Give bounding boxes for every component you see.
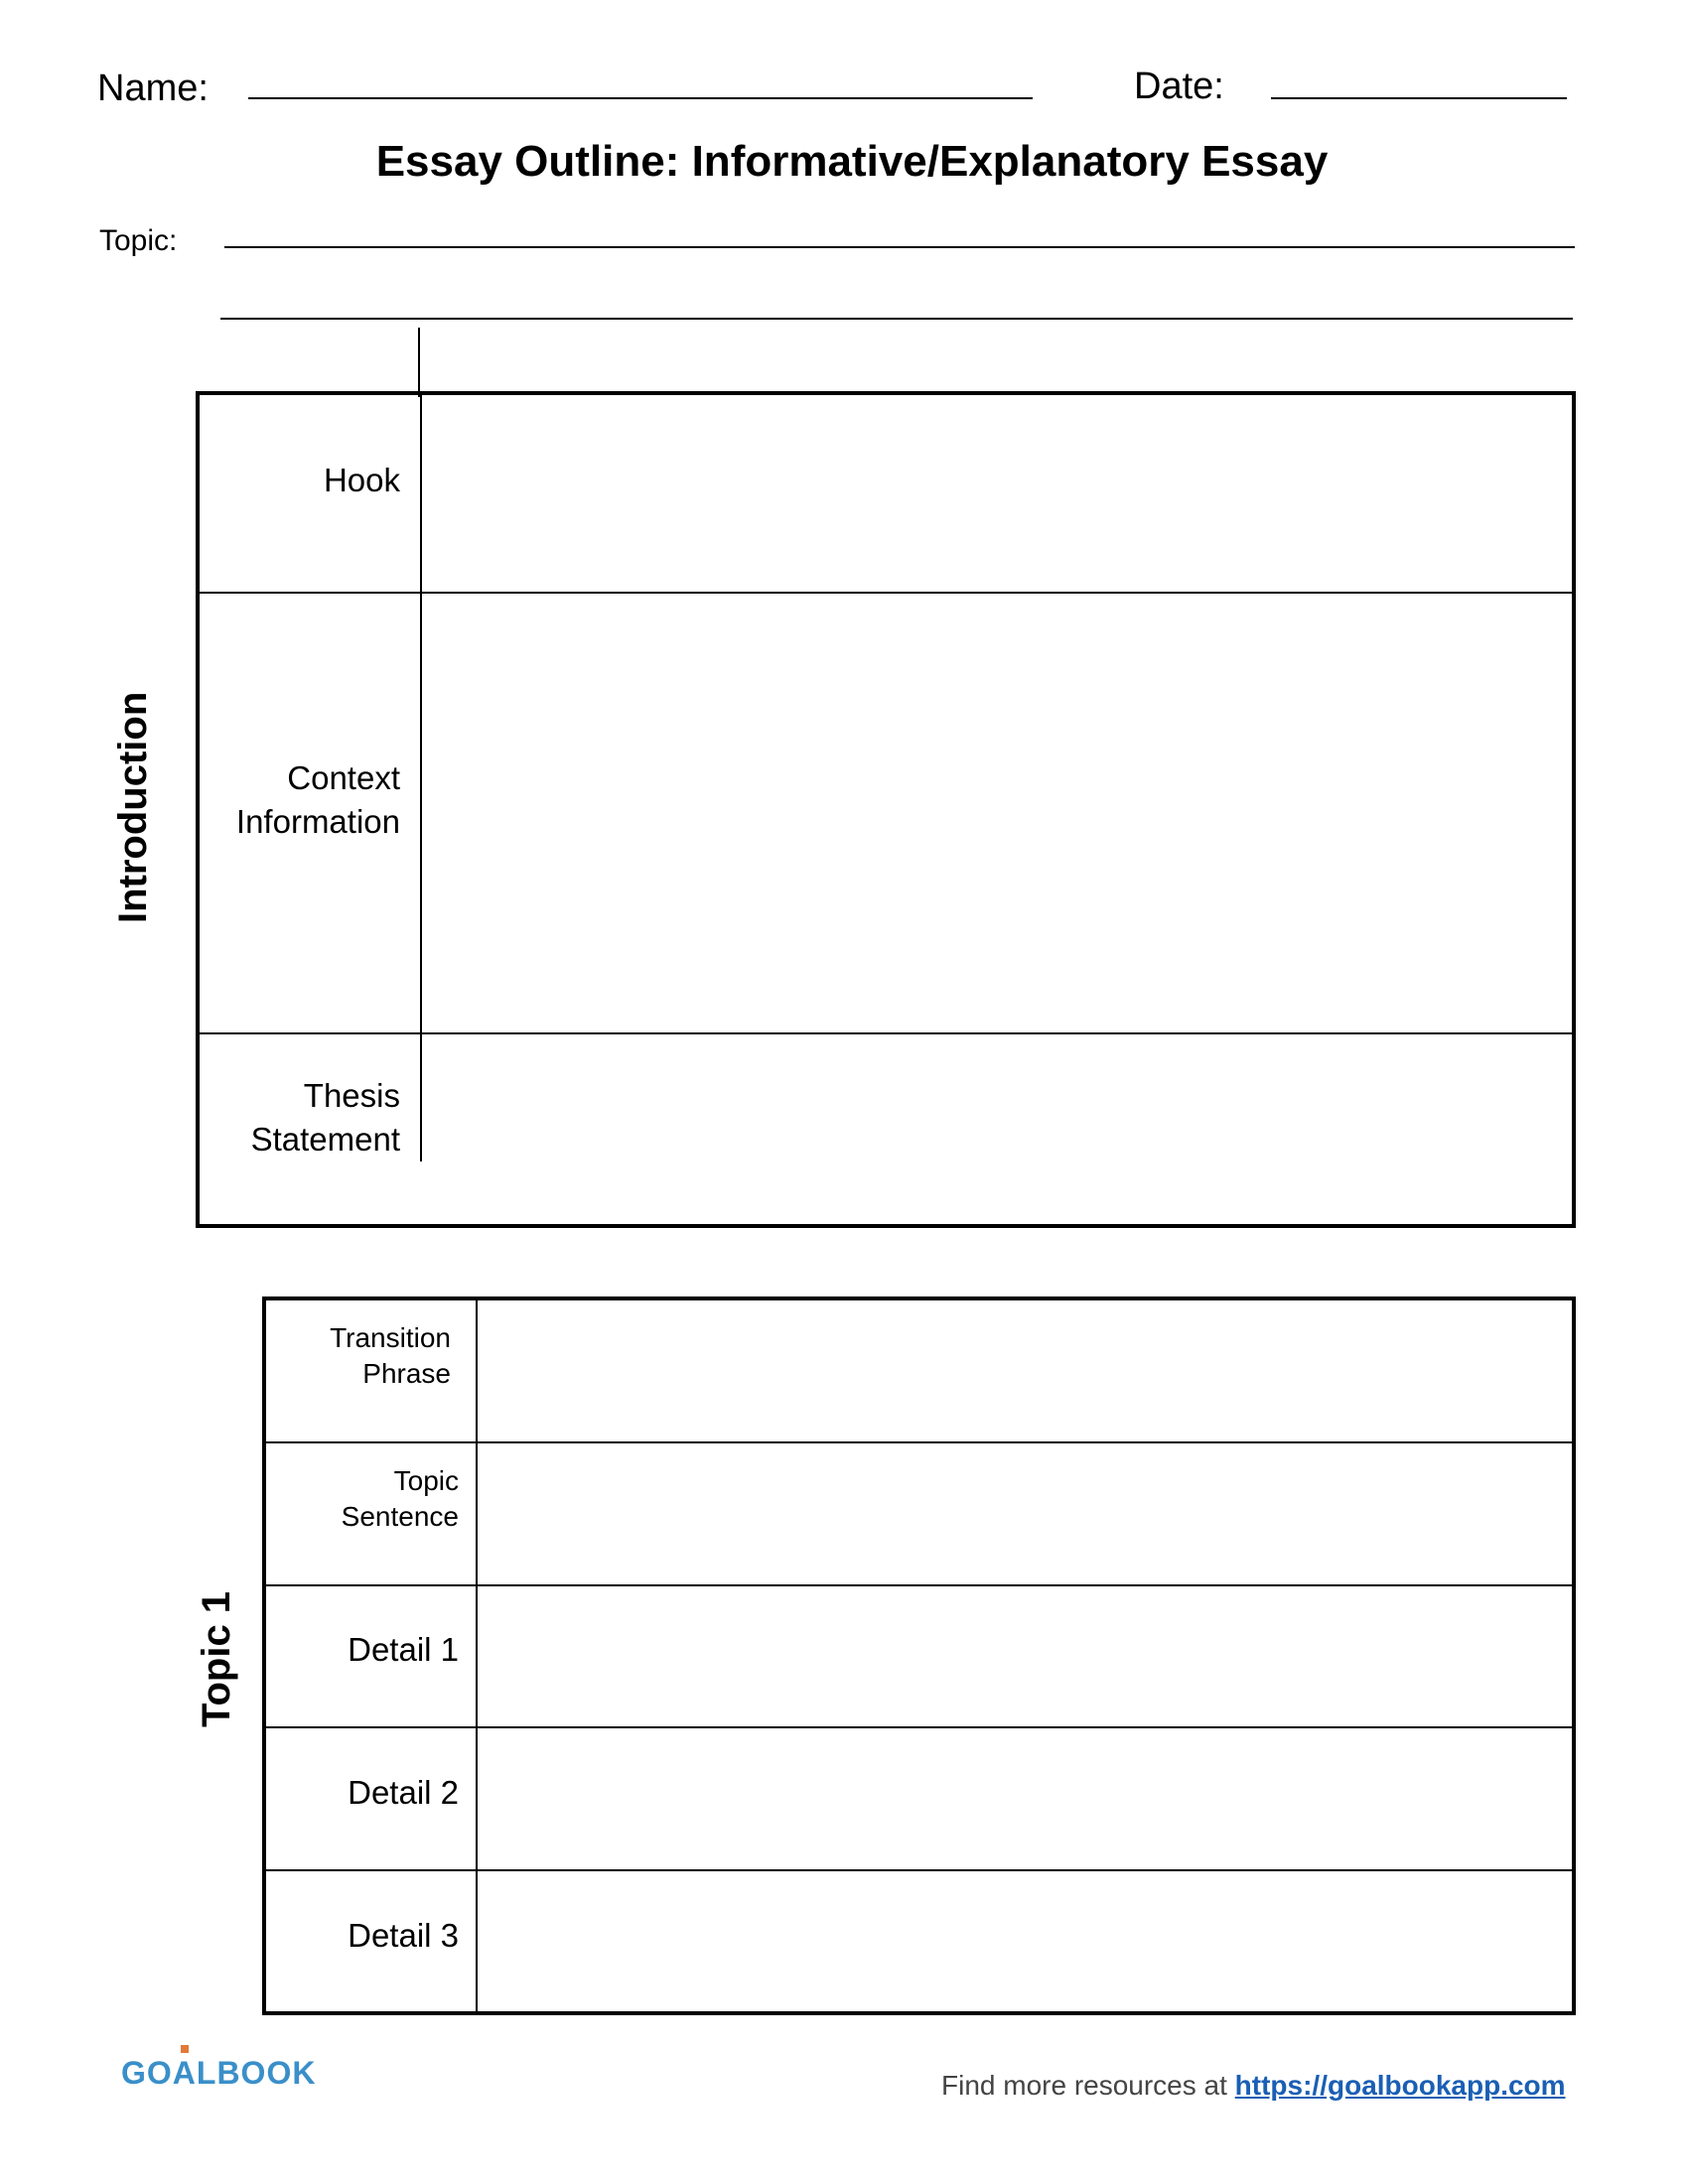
introduction-box — [196, 391, 1576, 1228]
topic1-column-divider — [476, 1300, 478, 2011]
thesis-statement-label: Thesis Statement — [250, 1077, 400, 1158]
logo-text: GOALBOOK — [121, 2055, 317, 2091]
detail-3-label: Detail 3 — [348, 1917, 459, 1954]
context-information-input-area[interactable] — [424, 594, 1572, 1032]
date-label: Date: — [1134, 66, 1224, 107]
detail-1-input-area[interactable] — [479, 1586, 1572, 1726]
topic-field-line-1[interactable] — [224, 246, 1575, 248]
thesis-statement-input-area[interactable] — [424, 1034, 1572, 1224]
detail-2-label: Detail 2 — [348, 1774, 459, 1811]
detail-1-label: Detail 1 — [348, 1631, 459, 1668]
detail-2-input-area[interactable] — [479, 1728, 1572, 1869]
context-information-label: Context Information — [235, 759, 400, 840]
topic-label: Topic: — [99, 224, 178, 257]
goalbook-link[interactable]: https://goalbookapp.com — [1234, 2070, 1566, 2101]
topic-field-line-2[interactable] — [220, 318, 1573, 320]
intro-column-divider — [420, 395, 422, 1161]
hook-input-area[interactable] — [424, 395, 1572, 592]
goalbook-logo — [121, 2055, 316, 2092]
logo-flag-icon — [181, 2045, 189, 2053]
transition-phrase-label: Transition Phrase — [330, 1322, 451, 1389]
intro-divider-extension — [418, 328, 420, 397]
resources-text: Find more resources at — [941, 2070, 1227, 2101]
footer-resources — [941, 2070, 1566, 2102]
topic-sentence-label: Topic Sentence — [341, 1465, 459, 1532]
transition-phrase-input-area[interactable] — [479, 1300, 1572, 1441]
topic-sentence-input-area[interactable] — [479, 1443, 1572, 1584]
date-field-line[interactable] — [1271, 97, 1567, 99]
topic1-box — [262, 1297, 1576, 2015]
introduction-section-label: Introduction — [111, 691, 155, 923]
topic1-section-label: Topic 1 — [195, 1590, 238, 1727]
page-title: Essay Outline: Informative/Explanatory Essay — [375, 137, 1329, 186]
name-field-line[interactable] — [248, 97, 1033, 99]
detail-3-input-area[interactable] — [479, 1871, 1572, 2011]
name-label: Name: — [97, 68, 209, 109]
hook-label: Hook — [323, 462, 400, 498]
